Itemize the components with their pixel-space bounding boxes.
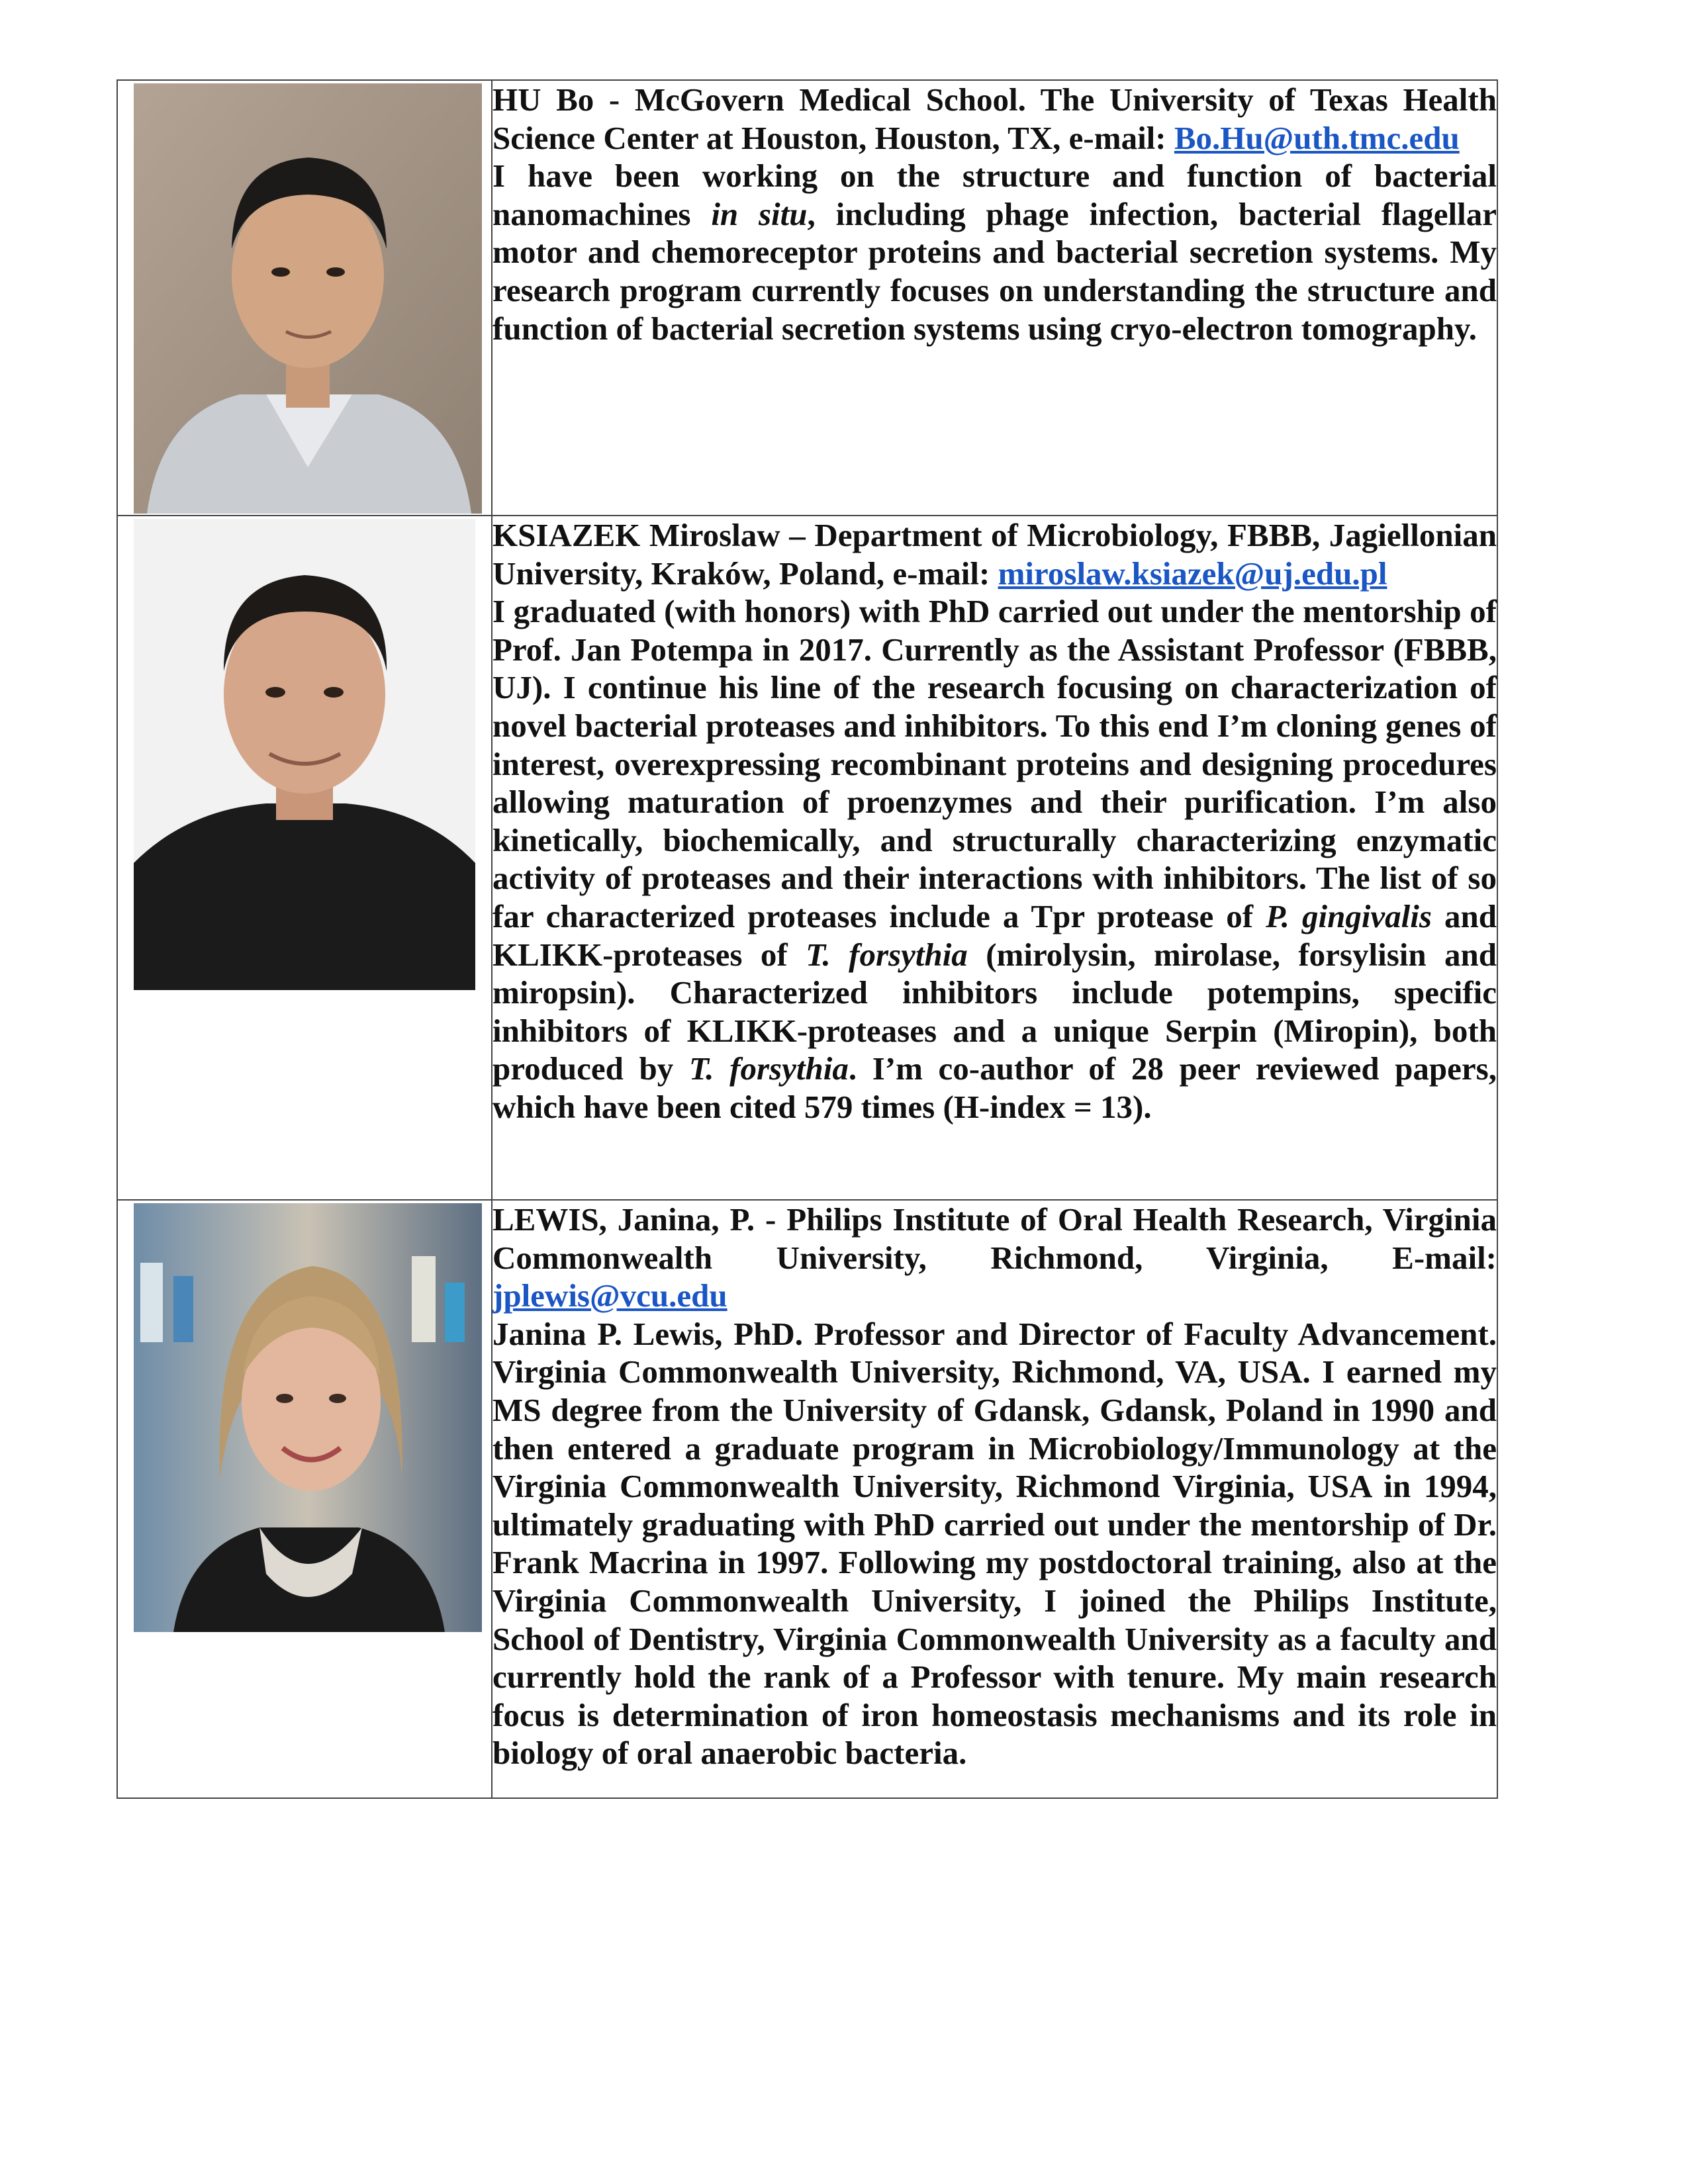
- bio-paragraph: I have been working on the structure and function of bacterial nanomachines in situ, including phage infection, bacterial flagellar motor and chemoreceptor proteins and bacterial secretion systems. My research program currently focuses on understanding the structure and function of bacterial secretion systems using cryo-electron tomography.: [492, 158, 1497, 347]
- portrait-photo: [134, 519, 475, 990]
- bio-header: LEWIS, Janina, P. - Philips Institute of Oral Health Research, Virginia Commonwealth University, Richmond, Virginia, E-mail: jplewis@vcu.edu: [492, 1201, 1497, 1314]
- bio-table: [117, 79, 1498, 1799]
- bio-row: [117, 80, 1497, 516]
- bio-row: [117, 1200, 1497, 1798]
- bio-text: [492, 516, 1497, 1126]
- portrait-photo: [134, 83, 482, 514]
- bio-text-cell: [492, 1200, 1497, 1798]
- bio-paragraph: I graduated (with honors) with PhD carried out under the mentorship of Prof. Jan Potempa in 2017. Currently as the Assistant Professor (FBBB, UJ). I continue his line of the research focusing on characterization of novel bacterial proteases and inhibitors. To this end I’m cloning genes of interest, overexpressing recombinant proteins and designing procedures allowing maturation of proenzymes and their purification. I’m also kinetically, biochemically, and structurally characterizing enzymatic activity of proteases and their interactions with inhibitors. The list of so far characterized proteases include a Tpr protease of P. gingivalis and KLIKK-proteases of T. forsythia (mirolysin, mirolase, forsylisin and miropsin). Characterized inhibitors include potempins, specific inhibitors of KLIKK-proteases and a unique Serpin (Miropin), both produced by T. forsythia. I’m co-author of 28 peer reviewed papers, which have been cited 579 times (H-index = 13).: [492, 593, 1497, 1125]
- bio-text-cell: [492, 516, 1497, 1200]
- bio-header: KSIAZEK Miroslaw – Department of Microbiology, FBBB, Jagiellonian University, Kraków, Poland, e-mail: miroslaw.ksiazek@uj.edu.pl: [492, 517, 1497, 592]
- email-link[interactable]: miroslaw.ksiazek@uj.edu.pl: [998, 555, 1387, 592]
- email-link[interactable]: Bo.Hu@uth.tmc.edu: [1174, 119, 1460, 156]
- photo-cell: [117, 516, 492, 1200]
- bio-row: [117, 516, 1497, 1200]
- photo-cell: [117, 1200, 492, 1798]
- photo-cell: [117, 80, 492, 516]
- bio-text: [492, 81, 1497, 347]
- bio-text: [492, 1201, 1497, 1772]
- bio-text-cell: [492, 80, 1497, 516]
- email-link[interactable]: jplewis@vcu.edu: [492, 1277, 727, 1314]
- bio-paragraph: Janina P. Lewis, PhD. Professor and Director of Faculty Advancement. Virginia Commonwealth University, Richmond, VA, USA. I earned my MS degree from the University of Gdansk, Gdansk, Poland in 1990 and then entered a graduate program in Microbiology/Immunology at the Virginia Commonwealth University, Richmond Virginia, USA in 1994, ultimately graduating with PhD carried out under the mentorship of Dr. Frank Macrina in 1997. Following my postdoctoral training, also at the Virginia Commonwealth University, I joined the Philips Institute, School of Dentistry, Virginia Commonwealth University as a faculty and currently hold the rank of a Professor with tenure. My main research focus is determination of iron homeostasis mechanisms and its role in biology of oral anaerobic bacteria.: [492, 1315, 1497, 1772]
- portrait-photo: [134, 1203, 482, 1632]
- bio-header: HU Bo - McGovern Medical School. The University of Texas Health Science Center at Houston, Houston, TX, e-mail: Bo.Hu@uth.tmc.edu: [492, 81, 1497, 156]
